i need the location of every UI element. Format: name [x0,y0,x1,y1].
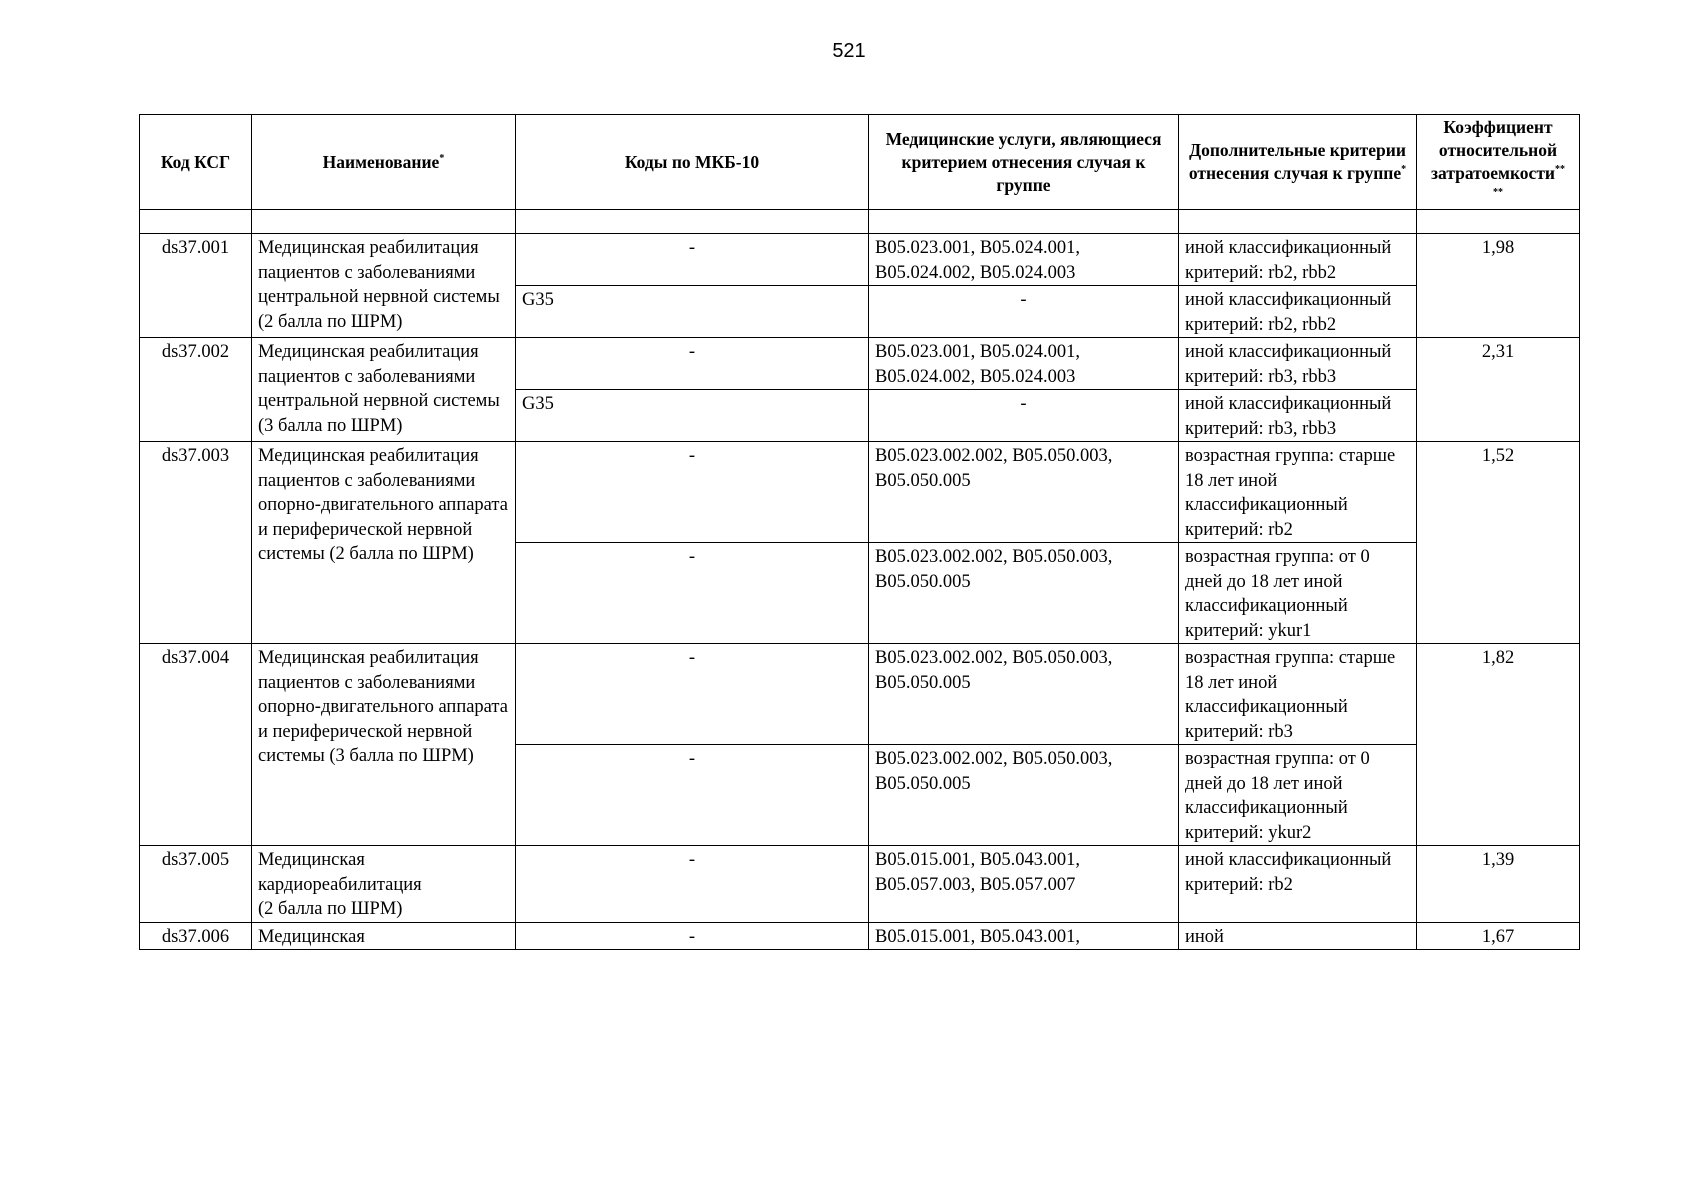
mkb-codes: - [516,338,869,390]
extra-criteria: возрастная группа: старше 18 лет иной классификационный критерий: rb2 [1179,442,1417,543]
medical-services: B05.023.002.002, B05.050.003, B05.050.005 [869,644,1179,745]
ksg-code: ds37.004 [140,644,252,846]
ksg-table [139,114,1580,950]
table-row [140,234,1580,286]
ksg-name: Медицинская реабилитация пациентов с заболеваниями центральной нервной системы (3 балла по ШРМ) [252,338,516,442]
table-row [140,922,1580,950]
spacer-row [140,210,1580,234]
extra-criteria: возрастная группа: от 0 дней до 18 лет иной классификационный критерий: ykur1 [1179,543,1417,644]
mkb-codes: - [516,922,869,950]
medical-services: B05.023.001, B05.024.001, B05.024.002, B05.024.003 [869,338,1179,390]
extra-criteria: возрастная группа: от 0 дней до 18 лет иной классификационный критерий: ykur2 [1179,745,1417,846]
ksg-code: ds37.003 [140,442,252,644]
medical-services: - [869,286,1179,338]
mkb-codes: - [516,543,869,644]
header-services: Медицинские услуги, являющиеся критерием отнесения случая к группе [869,115,1179,210]
medical-services: B05.023.002.002, B05.050.003, B05.050.005 [869,442,1179,543]
ksg-name: Медицинская реабилитация пациентов с заболеваниями центральной нервной системы (2 балла по ШРМ) [252,234,516,338]
medical-services: - [869,390,1179,442]
extra-criteria: возрастная группа: старше 18 лет иной классификационный критерий: rb3 [1179,644,1417,745]
mkb-codes: - [516,745,869,846]
header-mkb: Коды по МКБ-10 [516,115,869,210]
table-row [140,442,1580,543]
ksg-code: ds37.001 [140,234,252,338]
ksg-code: ds37.006 [140,922,252,950]
extra-criteria: иной классификационный критерий: rb3, rbb3 [1179,338,1417,390]
medical-services: B05.023.001, B05.024.001, B05.024.002, B05.024.003 [869,234,1179,286]
extra-criteria: иной классификационный критерий: rb2 [1179,846,1417,923]
header-code: Код КСГ [140,115,252,210]
cost-coefficient: 2,31 [1417,338,1580,442]
ksg-code: ds37.005 [140,846,252,923]
cost-coefficient: 1,39 [1417,846,1580,923]
medical-services: B05.023.002.002, B05.050.003, B05.050.005 [869,745,1179,846]
mkb-codes: - [516,644,869,745]
cost-coefficient: 1,98 [1417,234,1580,338]
ksg-code: ds37.002 [140,338,252,442]
ksg-name: Медицинская реабилитация пациентов с заболеваниями опорно-двигательного аппарата и периферической нервной системы (2 балла по ШРМ) [252,442,516,644]
ksg-name: Медицинская кардиореабилитация (2 балла по ШРМ) [252,846,516,923]
header-criteria: Дополнительные критерии отнесения случая к группе* [1179,115,1417,210]
medical-services: B05.015.001, B05.043.001, [869,922,1179,950]
ksg-name: Медицинская реабилитация пациентов с заболеваниями опорно-двигательного аппарата и периферической нервной системы (3 балла по ШРМ) [252,644,516,846]
cost-coefficient: 1,67 [1417,922,1580,950]
mkb-codes: - [516,846,869,923]
mkb-codes: G35 [516,390,869,442]
cost-coefficient: 1,82 [1417,644,1580,846]
header-row [140,115,1580,210]
mkb-codes: - [516,234,869,286]
medical-services: B05.015.001, B05.043.001, B05.057.003, B05.057.007 [869,846,1179,923]
ksg-name: Медицинская [252,922,516,950]
extra-criteria: иной классификационный критерий: rb2, rbb2 [1179,234,1417,286]
mkb-codes: - [516,442,869,543]
table-row [140,846,1580,923]
header-name: Наименование* [252,115,516,210]
medical-services: B05.023.002.002, B05.050.003, B05.050.005 [869,543,1179,644]
extra-criteria: иной классификационный критерий: rb3, rbb3 [1179,390,1417,442]
table-row [140,644,1580,745]
extra-criteria: иной классификационный критерий: rb2, rbb2 [1179,286,1417,338]
header-coef: Коэффициент относительной затратоемкости** ** [1417,115,1580,210]
table-row [140,338,1580,390]
page-number: 521 [832,40,866,62]
mkb-codes: G35 [516,286,869,338]
cost-coefficient: 1,52 [1417,442,1580,644]
extra-criteria: иной [1179,922,1417,950]
